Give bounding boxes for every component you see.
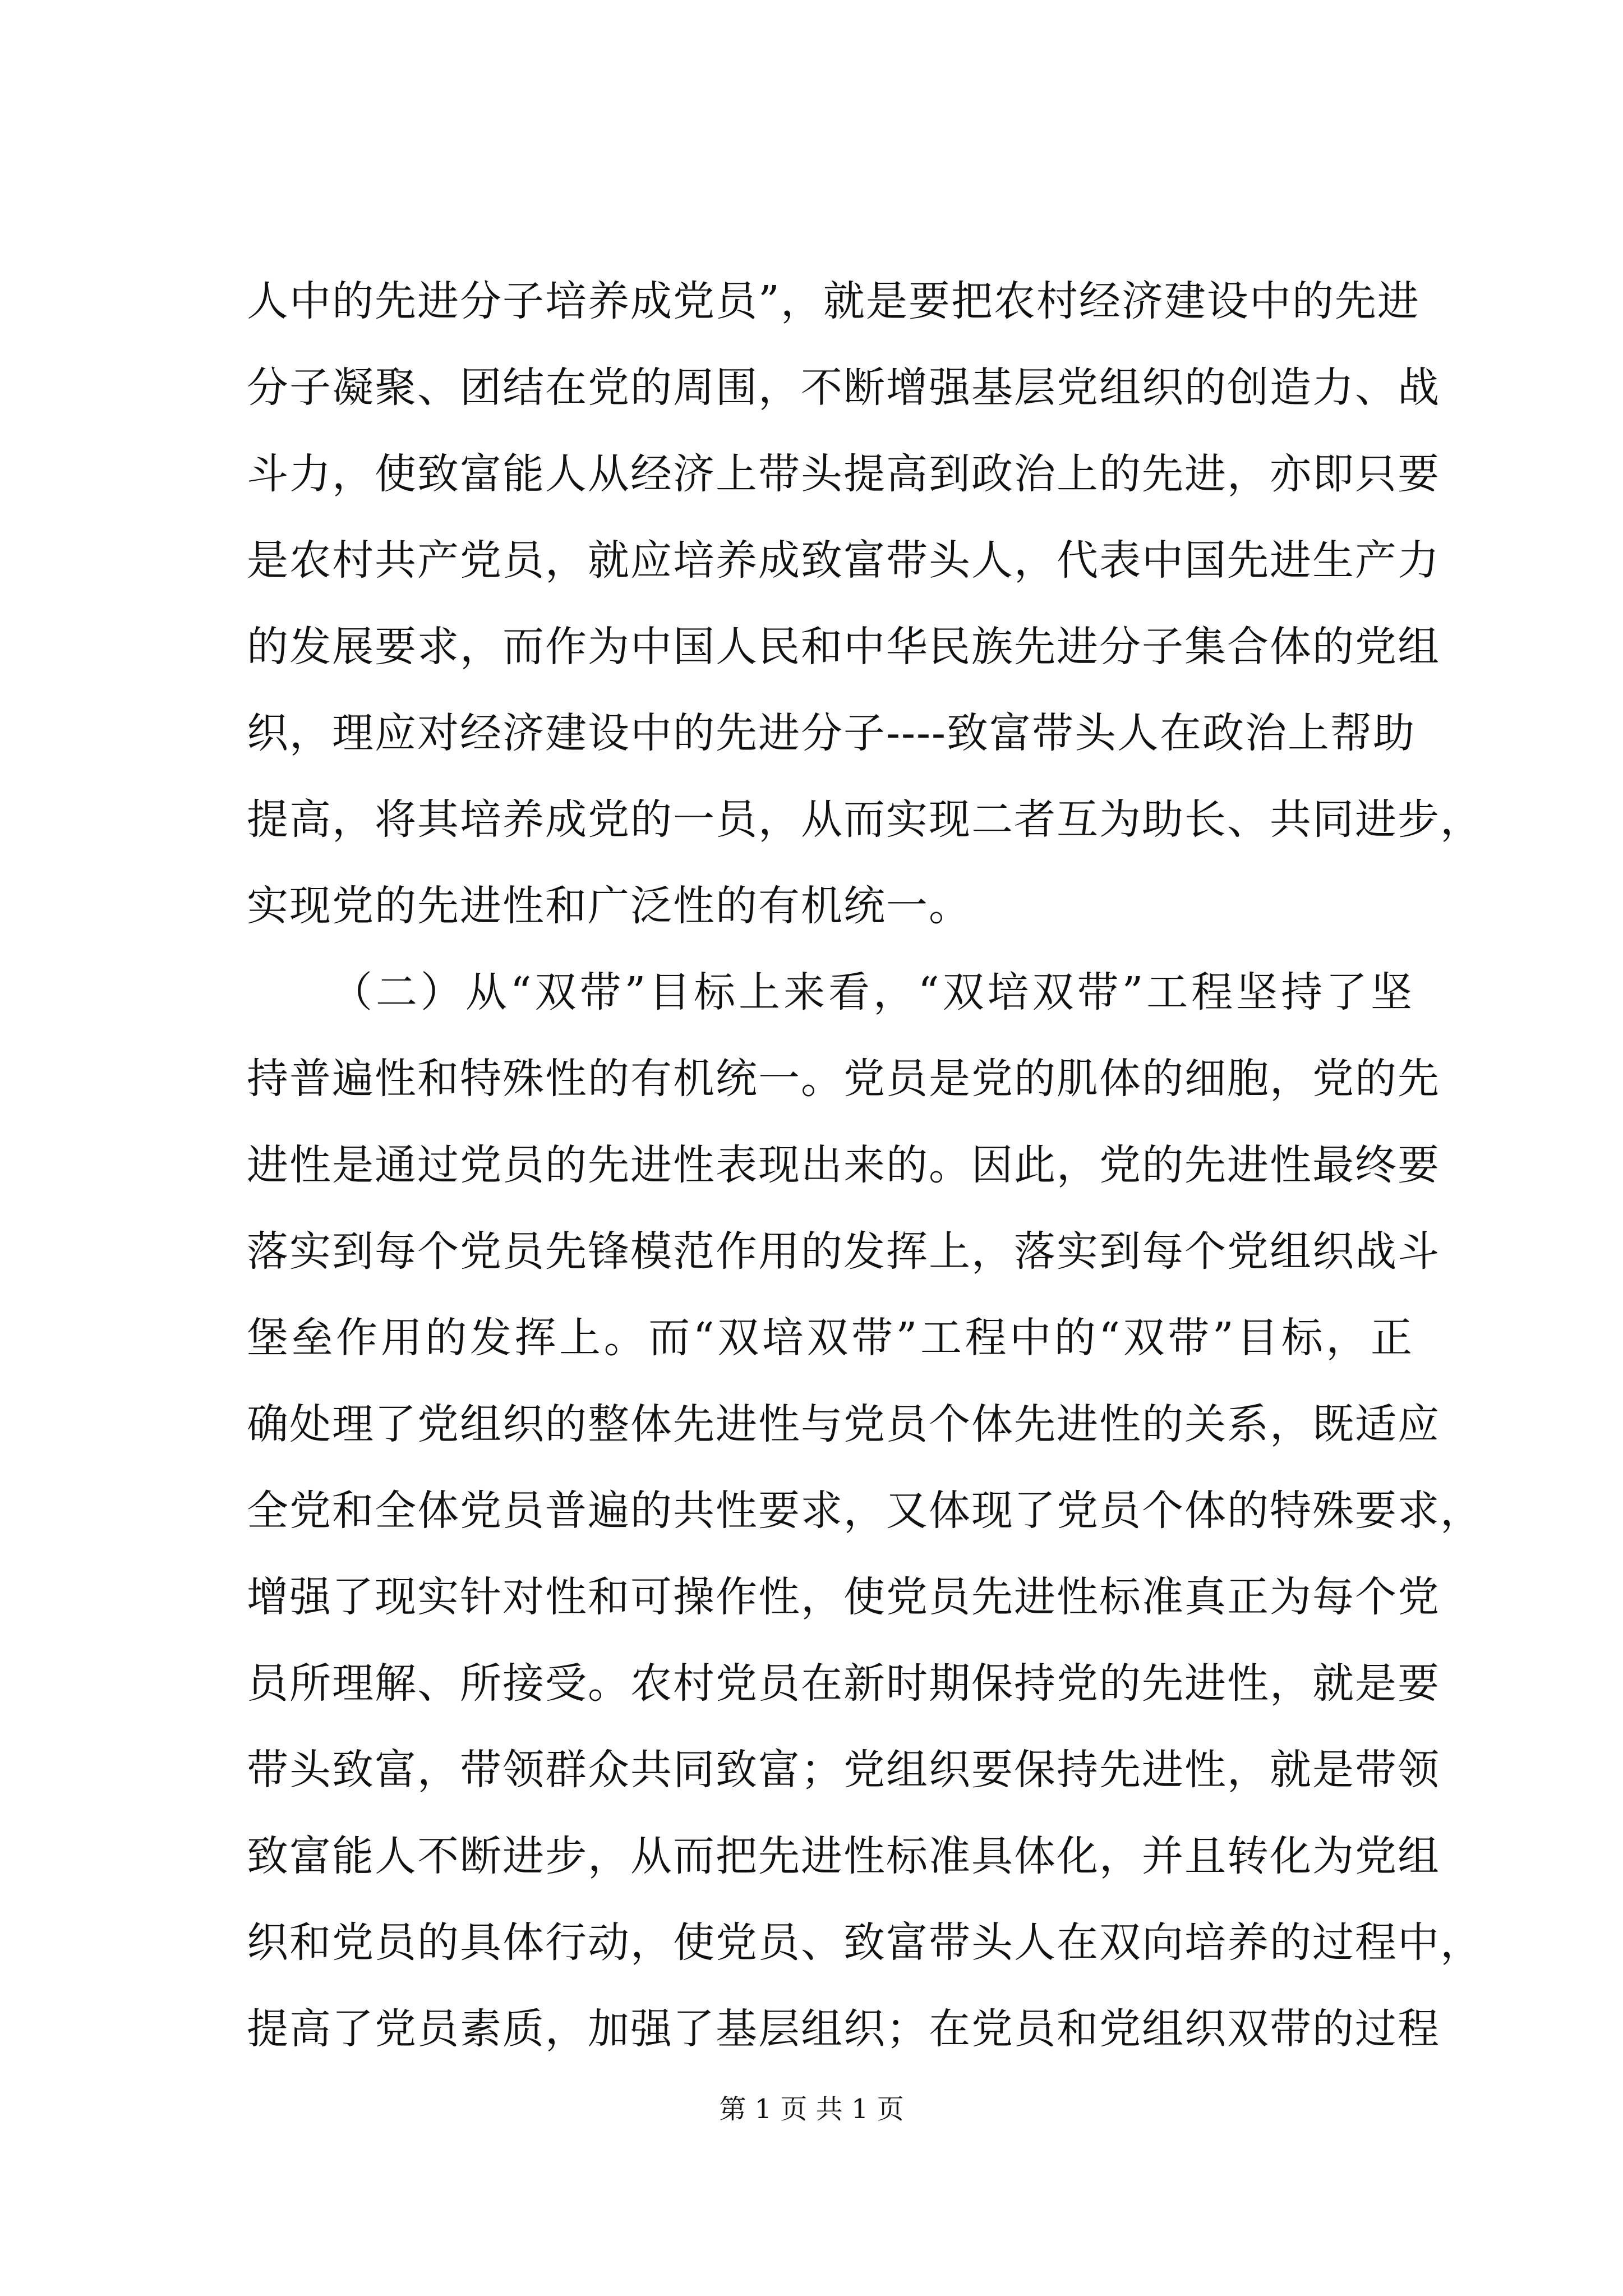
text-line: 实现党的先进性和广泛性的有机统一。 <box>247 882 971 930</box>
text-line: 斗力，使致富能人从经济上带头提高到政治上的先进，亦即只要 <box>247 450 1440 498</box>
text-line: 人中的先进分子培养成党员”，就是要把农村经济建设中的先进 <box>247 277 1420 325</box>
text-line: 确处理了党组织的整体先进性与党员个体先进性的关系，既适应 <box>247 1400 1440 1448</box>
text-line: 持普遍性和特殊性的有机统一。党员是党的肌体的细胞，党的先 <box>247 1055 1440 1103</box>
text-line: 落实到每个党员先锋模范作用的发挥上，落实到每个党组织战斗 <box>247 1227 1440 1276</box>
text-line: 增强了现实针对性和可操作性，使党员先进性标准真正为每个党 <box>247 1573 1440 1621</box>
text-line: 全党和全体党员普遍的共性要求，又体现了党员个体的特殊要求， <box>247 1487 1483 1535</box>
paragraph-2 <box>247 949 1483 2072</box>
page-footer: 第 1 页 共 1 页 <box>719 2093 904 2125</box>
text-line: （二）从“双带”目标上来看，“双培双带”工程坚持了坚 <box>331 968 1413 1016</box>
text-line: 是农村共产党员，就应培养成致富带头人，代表中国先进生产力 <box>247 536 1440 585</box>
text-line: 致富能人不断进步，从而把先进性标准具体化，并且转化为党组 <box>247 1832 1440 1880</box>
text-line: 织和党员的具体行动，使党员、致富带头人在双向培养的过程中， <box>247 1918 1483 1967</box>
text-line: 进性是通过党员的先进性表现出来的。因此，党的先进性最终要 <box>247 1141 1440 1189</box>
text-line: 带头致富，带领群众共同致富；党组织要保持先进性，就是带领 <box>247 1746 1440 1794</box>
text-line: 员所理解、所接受。农村党员在新时期保持党的先进性，就是要 <box>247 1659 1440 1708</box>
text-line: 的发展要求，而作为中国人民和中华民族先进分子集合体的党组 <box>247 623 1440 671</box>
text-line: 分子凝聚、团结在党的周围，不断增强基层党组织的创造力、战 <box>247 364 1440 412</box>
paragraph-1 <box>247 258 1483 949</box>
text-line: 堡垒作用的发挥上。而“双培双带”工程中的“双带”目标，正 <box>247 1314 1413 1362</box>
text-line: 提高，将其培养成党的一员，从而实现二者互为助长、共同进步， <box>247 795 1483 844</box>
text-line: 提高了党员素质，加强了基层组织；在党员和党组织双带的过程 <box>247 2005 1440 2053</box>
text-line: 织，理应对经济建设中的先进分子----致富带头人在政治上帮助 <box>247 709 1416 757</box>
body-text <box>247 258 1483 2072</box>
